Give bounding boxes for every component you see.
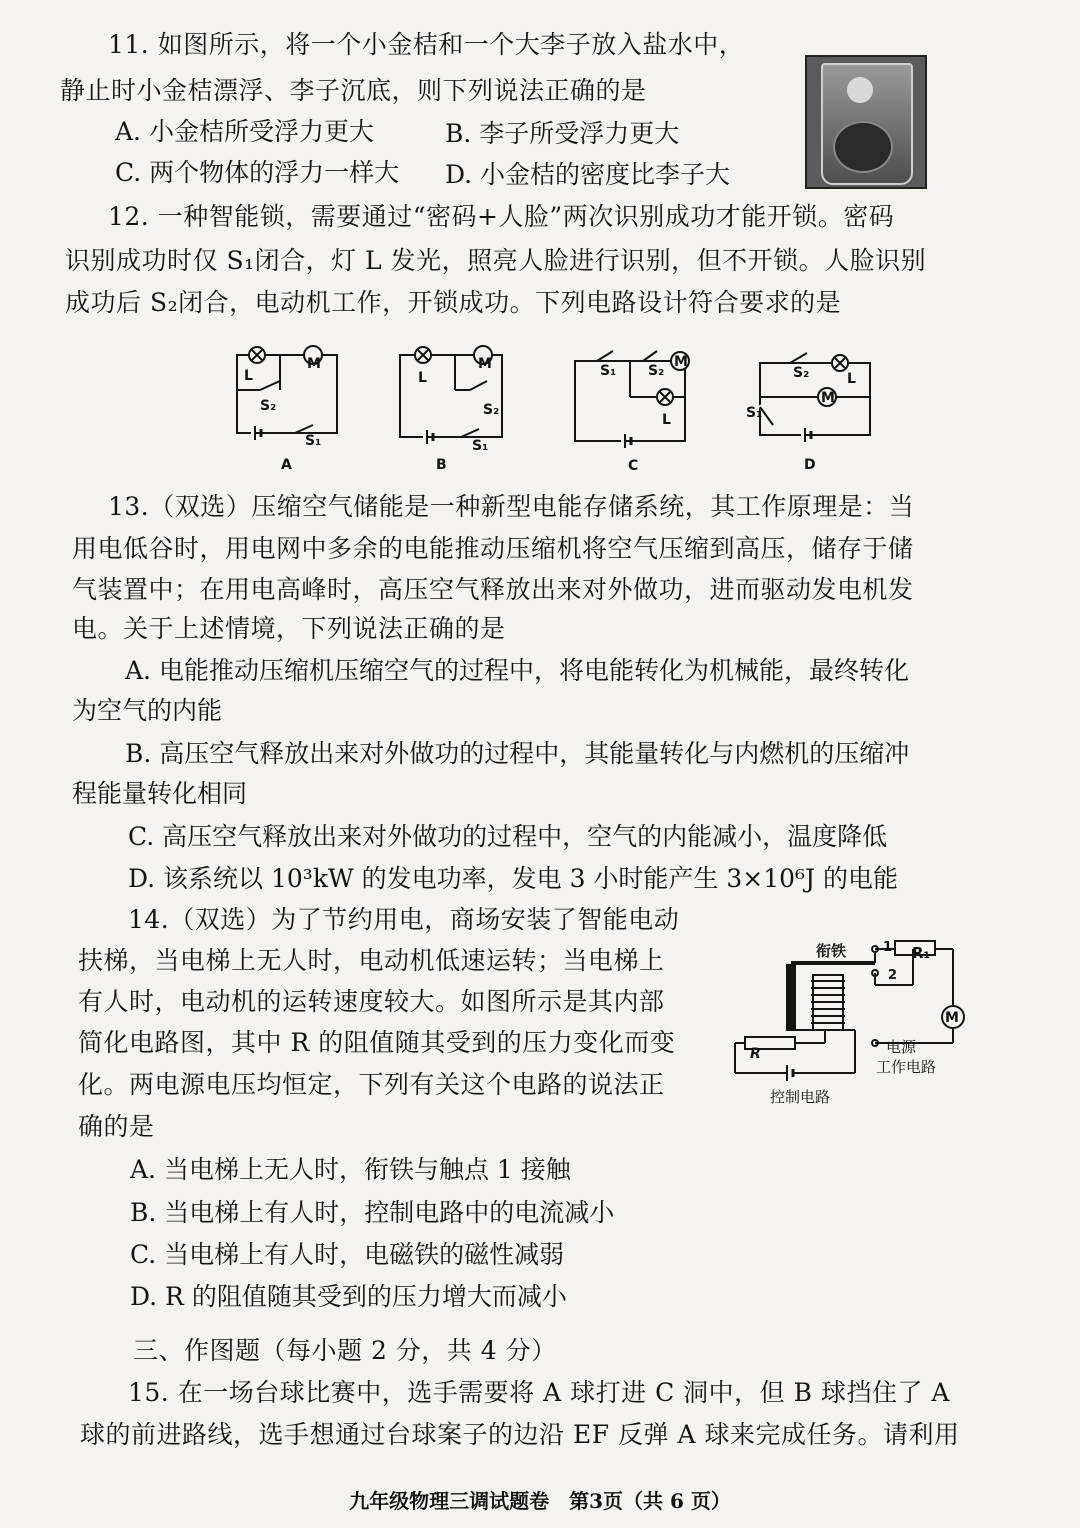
q14-line6: 确的是 [78,1112,155,1141]
circuit-b-motor-label: M [478,356,492,372]
q14-work-circuit-label: 工作电路 [876,1058,937,1076]
q14-line5: 化。两电源电压均恒定，下列有关这个电路的说法正 [78,1070,665,1099]
circuit-d-label: D [804,457,816,473]
circuit-c-s1-label: S₁ [600,363,617,379]
q11-option-c: C. 两个物体的浮力一样大 [115,158,400,187]
q14-contact2-label: 2 [888,968,898,983]
circuit-c-label: C [628,458,639,474]
q14-relay-circuit-diagram [725,925,975,1115]
q14-power-label: 电源 [886,1038,917,1056]
section3-title: 三、作图题（每小题 2 分，共 4 分） [133,1336,557,1365]
q14-r1-label: R₁ [912,944,931,962]
q12-line1: 12. 一种智能锁，需要通过“密码+人脸”两次识别成功才能开锁。密码 [108,202,895,231]
circuit-a-lamp-label: L [244,368,253,384]
circuit-b-s1-label: S₁ [472,438,489,454]
q14-r-label: R [750,1046,761,1062]
q14-line4: 简化电路图，其中 R 的阻值随其受到的压力变化而变 [78,1028,676,1057]
q13-option-c: C. 高压空气释放出来对外做功的过程中，空气的内能减小，温度降低 [128,822,888,851]
q14-contact1-label: 1 [883,940,893,955]
circuit-b-lamp-label: L [418,370,427,386]
kumquat-image [847,77,873,103]
q14-line2: 扶梯，当电梯上无人时，电动机低速运转；当电梯上 [78,946,665,975]
q14-option-a: A. 当电梯上无人时，衔铁与触点 1 接触 [130,1155,571,1184]
circuit-a-motor-label: M [307,356,321,372]
circuit-a [237,346,337,441]
q13-option-a-line2: 为空气的内能 [72,696,223,725]
q11-line1: 11. 如图所示，将一个小金桔和一个大李子放入盐水中， [108,30,745,59]
page-footer: 九年级物理三调试题卷 第3页（共 6 页） [349,1489,731,1513]
q13-line1: 13.（双选）压缩空气储能是一种新型电能存储系统，其工作原理是：当 [108,492,915,521]
q14-line3: 有人时，电动机的运转速度较大。如图所示是其内部 [78,987,665,1016]
q13-option-a-line1: A. 电能推动压缩机压缩空气的过程中，将电能转化为机械能，最终转化 [125,656,909,685]
circuit-d [760,353,870,443]
circuit-a-s2-label: S₂ [260,398,277,414]
q15-line2: 球的前进路线，选手想通过台球案子的边沿 EF 反弹 A 球来完成任务。请利用 [80,1420,960,1449]
q14-option-c: C. 当电梯上有人时，电磁铁的磁性减弱 [130,1240,565,1269]
q12-line3: 成功后 S₂闭合，电动机工作，开锁成功。下列电路设计符合要求的是 [65,288,842,317]
circuit-a-label: A [281,457,292,473]
q11-option-b: B. 李子所受浮力更大 [445,119,680,148]
q13-option-d: D. 该系统以 10³kW 的发电功率，发电 3 小时能产生 3×10⁶J 的电能 [128,864,899,893]
circuit-b-s2-label: S₂ [483,402,500,418]
circuit-b-label: B [436,457,447,473]
q13-line3: 气装置中；在用电高峰时，高压空气释放出来对外做功，进而驱动发电机发 [72,575,914,604]
circuit-c [575,351,689,449]
q12-line2: 识别成功时仅 S₁闭合，灯 L 发光，照亮人脸进行识别，但不开锁。人脸识别 [65,246,927,275]
q14-option-d: D. R 的阻值随其受到的压力增大而减小 [130,1282,567,1311]
circuit-c-motor-label: M [674,354,688,370]
q13-option-b-line1: B. 高压空气释放出来对外做功的过程中，其能量转化与内燃机的压缩冲 [125,739,910,768]
q14-armature-label: 衔铁 [816,942,847,960]
q13-line2: 用电低谷时，用电网中多余的电能推动压缩机将空气压缩到高压，储存于储 [72,534,914,563]
q11-option-d: D. 小金桔的密度比李子大 [445,160,731,189]
q11-option-a: A. 小金桔所受浮力更大 [115,117,374,146]
q14-option-b: B. 当电梯上有人时，控制电路中的电流减小 [130,1198,615,1227]
q13-line4: 电。关于上述情境，下列说法正确的是 [72,614,506,643]
circuit-d-motor-label: M [821,390,835,406]
kumquat-plum-photo [805,55,927,189]
circuit-d-s1-label: S₁ [746,405,763,421]
q14-control-circuit-label: 控制电路 [770,1088,831,1106]
q13-option-b-line2: 程能量转化相同 [72,779,248,808]
circuit-c-lamp-label: L [662,412,671,428]
plum-image [833,121,893,173]
circuit-c-s2-label: S₂ [648,363,665,379]
q15-line1: 15. 在一场台球比赛中，选手需要将 A 球打进 C 洞中，但 B 球挡住了 A [128,1378,950,1407]
q14-motor-label: M [945,1010,959,1026]
q14-line1: 14.（双选）为了节约用电，商场安装了智能电动 [128,905,680,934]
q11-line2: 静止时小金桔漂浮、李子沉底，则下列说法正确的是 [60,76,647,105]
circuit-a-s1-label: S₁ [305,433,322,449]
circuit-d-lamp-label: L [847,371,856,387]
circuit-d-s2-label: S₂ [793,365,810,381]
